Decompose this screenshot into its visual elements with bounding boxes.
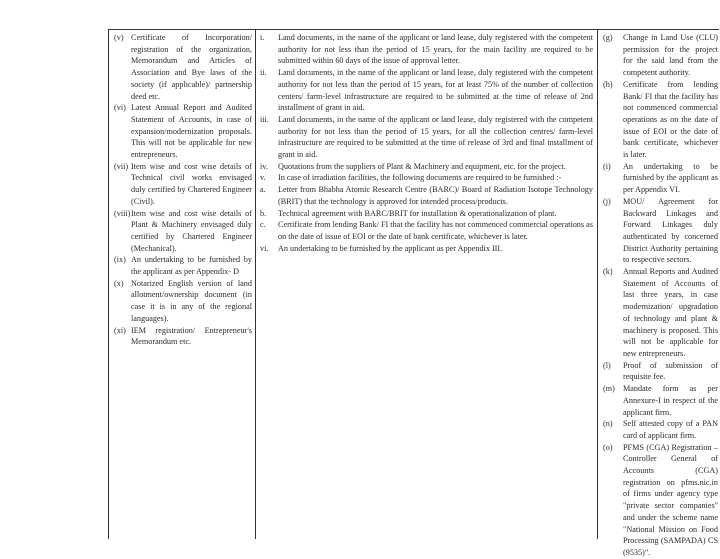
list-item [598,360,720,383]
list-item [256,32,597,67]
list-item [256,208,597,220]
item-number: (k) [603,267,613,277]
list-item [598,196,720,266]
item-text: Item wise and cost wise details of Technical civil works envisaged duly certified by Chartered Engineer (Civil). [131,161,252,206]
item-number: iii. [260,114,269,124]
list-item [109,325,255,348]
item-text: Land documents, in the name of the applicant or land lease, duly registered with the competent authority for not less than the period of 15 years, for the main facility are required to be submitted within 60 days of the issue of approval letter. [278,33,593,66]
list-item [598,161,720,196]
list-item [598,266,720,360]
item-text: Notarized English version of land allotment/ownership document (in case it is in any of the regional languages). [131,278,252,323]
item-number: (vi) [114,103,126,113]
column-3 [598,30,720,557]
list-item [109,102,255,161]
list-item [109,254,255,277]
item-number: ii. [260,68,267,78]
list-item [109,278,255,325]
list-item [109,208,255,255]
item-text: Land documents, in the name of the applicant or land lease, duly registered with the competent authority for not less than the period of 15 years, for all the collection centres/ farm-level infrastructure are required to be submitted at the time of release of 3rd and final installment of grant in aid. [278,114,593,160]
item-number: (g) [603,33,613,42]
item-text: Proof of submission of requisite fee. [623,360,718,382]
item-number: (x) [114,278,124,288]
item-text: Annual Reports and Audited Statement of Accounts of last three years, in case modernization/ upgradation of technology and plant & machinery is proposed. This will not be applicable for new entrepreneurs. [623,267,718,358]
item-text: Certificate from lending Bank/ FI that the facility has not commenced commercial operations as on the date of issue of EOI or the date of bank certificate, whichever is later. [623,79,718,160]
item-text: An undertaking to be furnished by the applicant as per Appendix III. [278,243,503,253]
list-item [598,418,720,441]
item-number: (i) [603,161,611,171]
item-number: (n) [603,419,613,429]
list-item [598,442,720,559]
column-2 [256,30,598,539]
item-number: b. [260,208,267,218]
item-text: Certificate from lending Bank/ FI that the facility has not commenced commercial operations as on the date of issue of EOI or the date of bank certificate, whichever is later. [278,220,593,241]
item-text: MOU/ Agreement for Backward Linkages and Forward Linkages duly authenticated by concerned District Authority pertaining to respective sectors. [623,196,718,265]
item-number: (h) [603,79,613,89]
item-number: (o) [603,442,613,452]
list-item [256,67,597,114]
item-number: a. [260,185,266,195]
item-number: (ix) [114,255,126,265]
item-text: Item wise and cost wise details of Plant & Machinery envisaged duly certified by Chartered Engineer (Mechanical). [131,208,252,253]
item-number: v. [260,173,266,183]
list-item [256,114,597,161]
list-item [256,161,597,173]
list-item [598,79,720,161]
item-number: vi. [260,243,269,253]
document-table [108,29,719,557]
item-text: Change in Land Use (CLU) permission for the project for the said land from the competent authority. [623,33,718,78]
item-text: Mandate form as per Annexure-I in respect of the applicant firm. [623,384,718,417]
item-text: Latest Annual Report and Audited Statement of Accounts, in case of expansion/modernization proposals. This will not be applicable for new entrepreneurs. [131,103,252,160]
column-1 [109,30,256,539]
item-number: i. [260,33,265,42]
list-item [109,161,255,208]
item-text: Technical agreement with BARC/BRIT for installation & operationalization of plant. [278,208,557,218]
item-number: iv. [260,161,268,171]
item-number: (m) [603,384,615,394]
item-text: An undertaking to be furnished by the applicant as per Appendix- D [131,255,252,277]
item-text: Quotations from the suppliers of Plant & Machinery and equipment, etc. for the project. [278,161,566,171]
list-item [256,172,597,184]
list-item [256,243,597,255]
item-number: c. [260,220,266,230]
item-number: (xi) [114,325,126,335]
item-text: Letter from Bhabha Atomic Research Centre (BARC)/ Board of Radiation Isotope Technology (BRIT) that the technology is approved for intended process/products. [278,185,593,206]
item-text: Self attested copy of a PAN card of applicant firm. [623,419,718,440]
list-item [109,32,255,102]
item-text: IEM registration/ Entrepreneur's Memorandum etc. [131,325,252,347]
list-item [598,32,720,79]
item-number: (viii) [114,208,131,218]
item-text: An undertaking to be furnished by the applicant as per Appendix VI. [623,161,718,195]
item-number: (v) [114,33,124,42]
item-text: Certificate of Incorporation/ registration of the organization, Memorandum and Articles of Association and Bye laws of the society (if applicable)/ partnership deed etc. [131,33,252,101]
item-number: (vii) [114,161,129,171]
item-text: PFMS (CGA) Registration – Controller General of Accounts (CGA) registration on pfms.nic.in of firms under agency type "private sector companies" and under the scheme name "National Mission on Food Processing (SAMPADA) CS (9535)". [623,442,718,557]
list-item [256,184,597,207]
item-text: In case of irradiation facilities, the following documents are required to be furnished :- [278,173,562,183]
item-text: Land documents, in the name of the applicant or land lease, duly registered with the competent authority for not less than the period of 15 years, for at least 75% of the number of collection centers/ farm-level infrastructure are required to be submitted at the time of release of 2nd installment of grant in aid. [278,68,593,113]
item-number: (j) [603,196,611,206]
list-item [256,219,597,242]
list-item [598,383,720,418]
item-number: (l) [603,360,611,370]
